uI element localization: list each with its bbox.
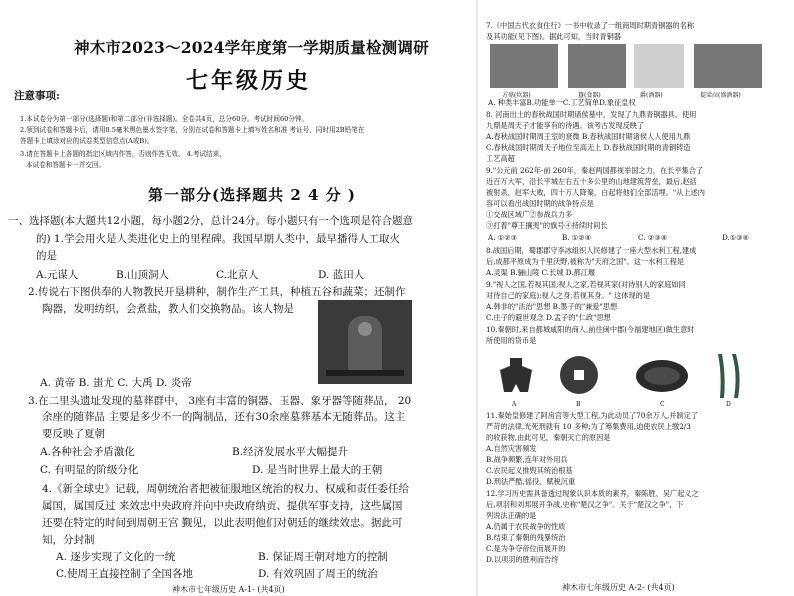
q11-option: B.战争频繁,连年对外用兵 <box>486 455 568 464</box>
subject-title: 七年级历史 <box>186 68 312 94</box>
q10-text: A.韩非的"法治"思想 B.墨子的"兼爱"思想 <box>486 302 618 311</box>
q4-option: B. 保证周王朝对地方的控制 <box>258 551 388 563</box>
q4-text: 4.《新全球史》记载，周朝统治者把被征服地区统治的权力、权威和责任委任给 <box>42 483 410 495</box>
q9-option: B. ①②④ <box>562 233 592 242</box>
q12-text: 后,项羽和刘邦展开争战,史称"楚汉之争"。关于"楚汉之争"，下 <box>486 500 684 509</box>
q3-option: A.各种社会矛盾激化 <box>40 446 135 458</box>
q10-text: 10.秦朝时,来自都城咸阳的商人,前往闽中郡(今福建地区)做生意时 <box>486 325 695 334</box>
q4-option: D. 有效巩固了周王的统治 <box>258 568 378 580</box>
q11-option: D.刑法严酷,徭役、赋税沉重 <box>486 477 576 486</box>
coin-shell-icon <box>634 358 690 394</box>
q9-text: ①交战区域广②参战兵力多 <box>486 210 573 219</box>
q2-statue-photo <box>318 300 412 384</box>
q1-option: C.北京人 <box>216 269 259 281</box>
note-line: 答题卡上填涂对应的试卷类型信息点(A或B)。 <box>20 137 154 145</box>
q10-caption: C <box>660 401 665 408</box>
q8-text: 8. 河南出土的春秋战国时期诸侯墓中，发现了九鼎青铜器具，使用 <box>486 110 697 119</box>
right-page <box>478 0 794 596</box>
q10-text: C.庄子的避世观念 D.孟子的"仁政"思想 <box>486 313 611 322</box>
intro-line: 一、选择题(本大题共12小题，每小题2分，总计24分。每小题只有一个选项是符合题意 <box>8 215 413 227</box>
q9-text: 被射杀，赵军大败，四十万人降秦，白起将他们全部活埋。"从上述内 <box>486 188 705 197</box>
q12-option: C.是为争夺帝位而展开的 <box>486 544 566 553</box>
q7-bronze-gui-photo <box>568 44 626 88</box>
q2-options: A. 黄帝 B. 蚩尤 C. 大禹 D. 炎帝 <box>40 377 192 389</box>
q10-text: 后,成都平原成为千里沃野,被称为"天府之国"。这一水利工程是 <box>486 257 685 266</box>
q3-text: 3.在二里头遗址发现的墓葬群中， 3座有丰富的铜器、玉器、象牙器等随葬品， 20 <box>28 395 412 407</box>
q7-caption: 方鼎(炊器) <box>502 92 531 99</box>
q10-text: A.灵渠 B.骊山陵 C.长城 D.都江堰 <box>486 268 596 277</box>
q11-option: A.自然灾害频发 <box>486 444 537 453</box>
q8-text: C.春秋战国时期周天子地位至高无上 D.春秋战国时期的青铜铸造 <box>486 143 691 152</box>
coin-knife-icon <box>710 352 746 400</box>
note-line: 3.请在答题卡上各题的指定区域内作答，否则作答无效。 4.考试结束， <box>20 150 226 158</box>
q7-text: 及其功能(见下图)。据此可知，当时青铜器 <box>486 32 621 41</box>
q3-option: B.经济发展水平大幅提升 <box>232 446 349 458</box>
q4-text: 属国，属国反过 来效忠中央政府并向中央政府纳贡、提供军事支持，这些属国 <box>42 500 403 512</box>
q11-text: 严苛的法律,光死刑就有 10 多种;为了筹集费用,迫使农民上缴2/3 <box>486 422 691 431</box>
coin-spade-icon <box>492 356 540 394</box>
q11-text: 的收获物,由此可见，秦朝灭亡的原因是 <box>486 433 611 442</box>
q7-caption: 提梁卣(盛酒器) <box>700 92 741 99</box>
q9-option: D.①③④ <box>722 233 750 242</box>
q4-text: 知，分封制 <box>42 534 95 546</box>
q11-option: C.农民起义推毁其统治根基 <box>486 466 573 475</box>
left-footer: 神木市七年级历史 A-1- (共4页) <box>172 585 285 594</box>
q7-text: 7.《中国古代衣食住行》一书中收录了一组商周时期青铜器的名称 <box>486 21 695 30</box>
notes-heading: 注意事项: <box>14 90 60 102</box>
q1-option: D. 蓝田人 <box>318 269 365 281</box>
exam-title: 神木市2023～2024学年度第一学期质量检测调研 <box>74 38 429 57</box>
q9-option: A. ①②③ <box>488 233 518 242</box>
q10-caption: D <box>726 401 731 408</box>
q10-text: 8.战国后期，蜀郡郡守李冰组织人民修建了一座大型水利工程,建成 <box>486 246 697 255</box>
q10-caption: A <box>512 401 517 408</box>
q9-option: C. ②③④ <box>638 233 668 242</box>
q1-text: 的) 1.学会用火是人类进化史上的里程碑。我国早期人类中，最早播得人工取火 <box>36 233 400 245</box>
q1-option: B.山顶洞人 <box>116 269 170 281</box>
q8-text: A.春秋战国时期周王室的衰微 B.春秋战国时期诸侯人人使用九鼎 <box>486 132 691 141</box>
q8-text: 九鼎是周天子才能享有的待遇。该考古发现反映了 <box>486 121 645 130</box>
q2-text: 陶器，发明纺织，会煮盐，教人们交换物品。该人物是 <box>42 303 294 315</box>
q7-bronze-ding-photo <box>490 44 558 88</box>
q1-option: A.元谋人 <box>36 269 79 281</box>
q3-option: D. 是当时世界上最大的王朝 <box>252 464 383 476</box>
section-title: 第一部分(选择题共 2 4 分 ) <box>148 186 356 204</box>
q8-text: 工艺高超 <box>486 154 515 163</box>
note-line: 2.领到试卷和答题卡后，请用0.5毫米黑色墨水签字笔，分别在试卷和答题卡上填写姓名和准 考证号，同时用2B铅笔在 <box>20 126 365 134</box>
q10-text: 对待自己的家庭);视人之身,若视其身。" 这体现的是 <box>486 291 651 300</box>
q7-caption: 爵(酒器) <box>640 92 663 99</box>
q4-text: 还要在特定的时间到周朝王宫 觐见，以此表明他们对朝廷的继续效忠。据此可 <box>42 517 403 529</box>
q12-option: D.以项羽的胜利而告终 <box>486 555 559 564</box>
q1-text: 的是 <box>36 250 57 262</box>
q12-text: 列说法正确的是 <box>486 511 537 520</box>
q3-text: 要反映了夏朝 <box>42 428 105 440</box>
q7-bronze-you-photo <box>694 44 762 88</box>
q4-option: A. 逐步实现了文化的一统 <box>56 551 176 563</box>
q3-text: 余座的随葬品 主要是多少不一的陶制品，还有30余座墓葬基本无随葬品。这主 <box>42 411 406 423</box>
q7-caption: 簋(食器) <box>578 92 601 99</box>
q11-text: 11.秦始皇修建了阿房宫等大型工程,为此动员了70余万人,并制定了 <box>486 411 699 420</box>
q2-text: 2.传说右下图供奉的人物教民开垦耕种，制作生产工具，种植五谷和蔬菜；还制作 <box>28 286 406 298</box>
q9-text: ③打着"尊王攘夷"的旗号④持续时间长 <box>486 221 608 230</box>
coin-round-icon <box>558 354 600 396</box>
q12-option: B.结束了秦朝的残暴统治 <box>486 533 566 542</box>
q10-caption: B <box>576 401 581 408</box>
q7-bronze-jue-photo <box>634 44 684 88</box>
q3-option: C. 有明显的阶级分化 <box>40 464 139 476</box>
q9-text: 容可以看出战国时期的战争特点是 <box>486 199 594 208</box>
right-footer: 神木市七年级历史 A-2- (共4页) <box>562 583 675 592</box>
q9-text: 近百万大军，沿长平城左右五十多公里的山地建筑营垒，最后,赵括 <box>486 177 697 186</box>
q4-option: C.使周王直接控制了全国各地 <box>56 568 193 580</box>
note-line: 本试卷和答题卡一并交回。 <box>26 161 106 169</box>
q9-text: 9."公元前 262年-前 260年，秦赵两国都视举国之力，在长平集合了 <box>486 166 704 175</box>
q10-text: 所使用的货币是 <box>486 336 537 345</box>
q10-text: 9."视人之国,若视其国;视人之家,若视其家(对待别人的家庭如同 <box>486 280 686 289</box>
q12-option: A.仍属于农民战争的性质 <box>486 522 566 531</box>
q7-options: A. 种类丰富B.功能单一C.工艺简单D.象征皇权 <box>488 98 636 107</box>
note-line: 1.本试卷分为第一部分(选择题)和第二部分(非选择题)。全卷共4页，总分60分。考试时间60分钟。 <box>20 115 309 123</box>
q12-text: 12.学习历史需具备透过现象认识本质的素养，秦陈胜、吴广起义之 <box>486 489 699 498</box>
